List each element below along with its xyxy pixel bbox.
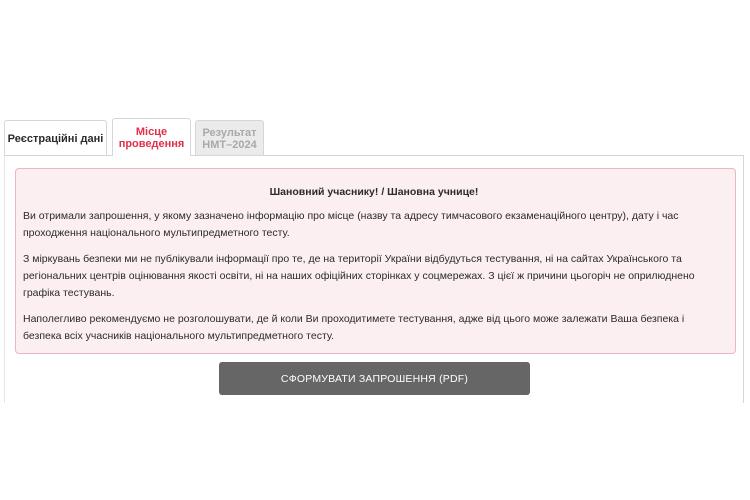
notice-paragraph-recommendation: Наполегливо рекомендуємо не розголошувати, де й коли Ви проходитимете тестування, адже від цього може залежати Ваша безпека і безпека всіх учасників національного мультипредметного тесту. — [23, 313, 685, 342]
notice-paragraph-security: З міркувань безпеки ми не публікували інформації про те, де на території України відбудуться тестування, ні на сайтах Українського та регіональних центрів оцінювання якості освіти, ні на наших офіційних сторінках у соцмережах. З цієї ж причини цьогоріч не оприлюднено графіка тестувань. — [23, 253, 695, 299]
notice-title: Шановний учаснику! / Шановна учнице! — [269, 186, 479, 198]
tab-test-result-label: Результат НМТ–2024 — [202, 126, 257, 151]
tab-bar — [4, 118, 744, 156]
tab-test-location-label: Місце проведення — [118, 125, 185, 150]
generate-invitation-pdf-button[interactable]: СФОРМУВАТИ ЗАПРОШЕННЯ (PDF) — [219, 362, 530, 395]
tab-registration-data[interactable] — [4, 120, 107, 156]
tab-test-location[interactable] — [112, 118, 191, 156]
notice-paragraph-invitation: Ви отримали запрошення, у якому зазначено інформацію про місце (назву та адресу тимчасового екзаменаційного центру), дату і час проходження національного мультипредметного тесту. — [23, 210, 679, 239]
tab-registration-data-label: Реєстраційні дані — [7, 132, 104, 145]
tab-panel — [4, 155, 744, 403]
notice-box — [15, 168, 736, 354]
tab-test-result[interactable] — [195, 120, 264, 156]
